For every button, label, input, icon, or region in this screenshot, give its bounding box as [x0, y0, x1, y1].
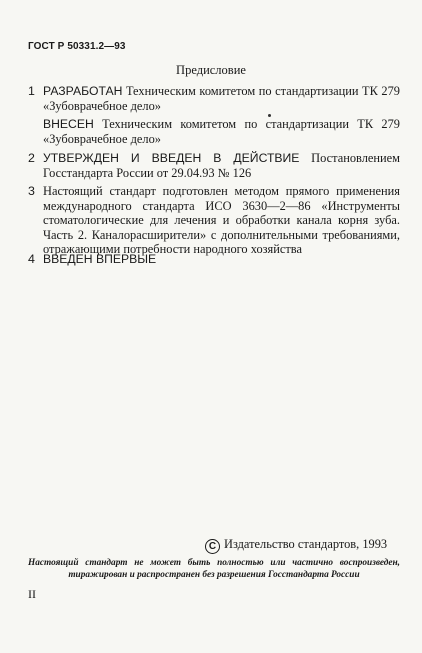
reproduction-notice	[28, 557, 400, 581]
item-lead: УТВЕРЖДЕН И ВВЕДЕН В ДЕЙСТВИЕ	[43, 151, 300, 165]
preface-item-2	[28, 151, 400, 180]
item-lead: ВВЕДЕН ВПЕРВЫЕ	[43, 252, 157, 266]
preface-item-4	[28, 252, 400, 267]
copyright-line	[205, 537, 387, 554]
item-lead: ВНЕСЕН	[43, 117, 94, 131]
item-text: Техническим комитетом по стандартизации ТК 279 «Зубоврачебное дело»	[43, 84, 400, 113]
page-title: Предисловие	[176, 63, 246, 77]
item-number: 2	[28, 151, 35, 165]
preface-item-1-submitted	[28, 117, 400, 146]
item-number: 3	[28, 184, 35, 198]
item-text: Постановлением Госстандарта России от 29.04.93 № 126	[43, 151, 400, 180]
document-code: ГОСТ Р 50331.2—93	[28, 41, 126, 52]
notice-line-1: Настоящий стандарт не может быть полностью или частично воспроизведен,	[28, 558, 400, 568]
copyright-text: Издательство стандартов, 1993	[224, 537, 388, 551]
item-lead: РАЗРАБОТАН	[43, 84, 123, 98]
notice-line-2: тиражирован и распространен без разрешения Госстандарта России	[68, 570, 360, 580]
item-number: 4	[28, 252, 35, 266]
copyright-icon: С	[205, 539, 220, 554]
preface-item-3	[28, 184, 400, 257]
item-body: Настоящий стандарт подготовлен методом прямого применения международного стандарта ИСО 3630—2—86 «Инструменты стоматологические для лечения и обработки канала корня зуба. Часть 2. Каналорасширители» с дополнительными требованиями, отражающими потребности народного хозяйства	[43, 184, 400, 256]
item-body	[43, 151, 400, 180]
item-body	[43, 252, 400, 267]
item-text: Техническим комитетом по стандартизации ТК 279 «Зубоврачебное дело»	[43, 117, 400, 146]
item-body	[43, 84, 400, 113]
preface-item-1	[28, 84, 400, 113]
page-number: II	[28, 587, 36, 601]
item-body	[43, 117, 400, 146]
item-number: 1	[28, 84, 35, 98]
